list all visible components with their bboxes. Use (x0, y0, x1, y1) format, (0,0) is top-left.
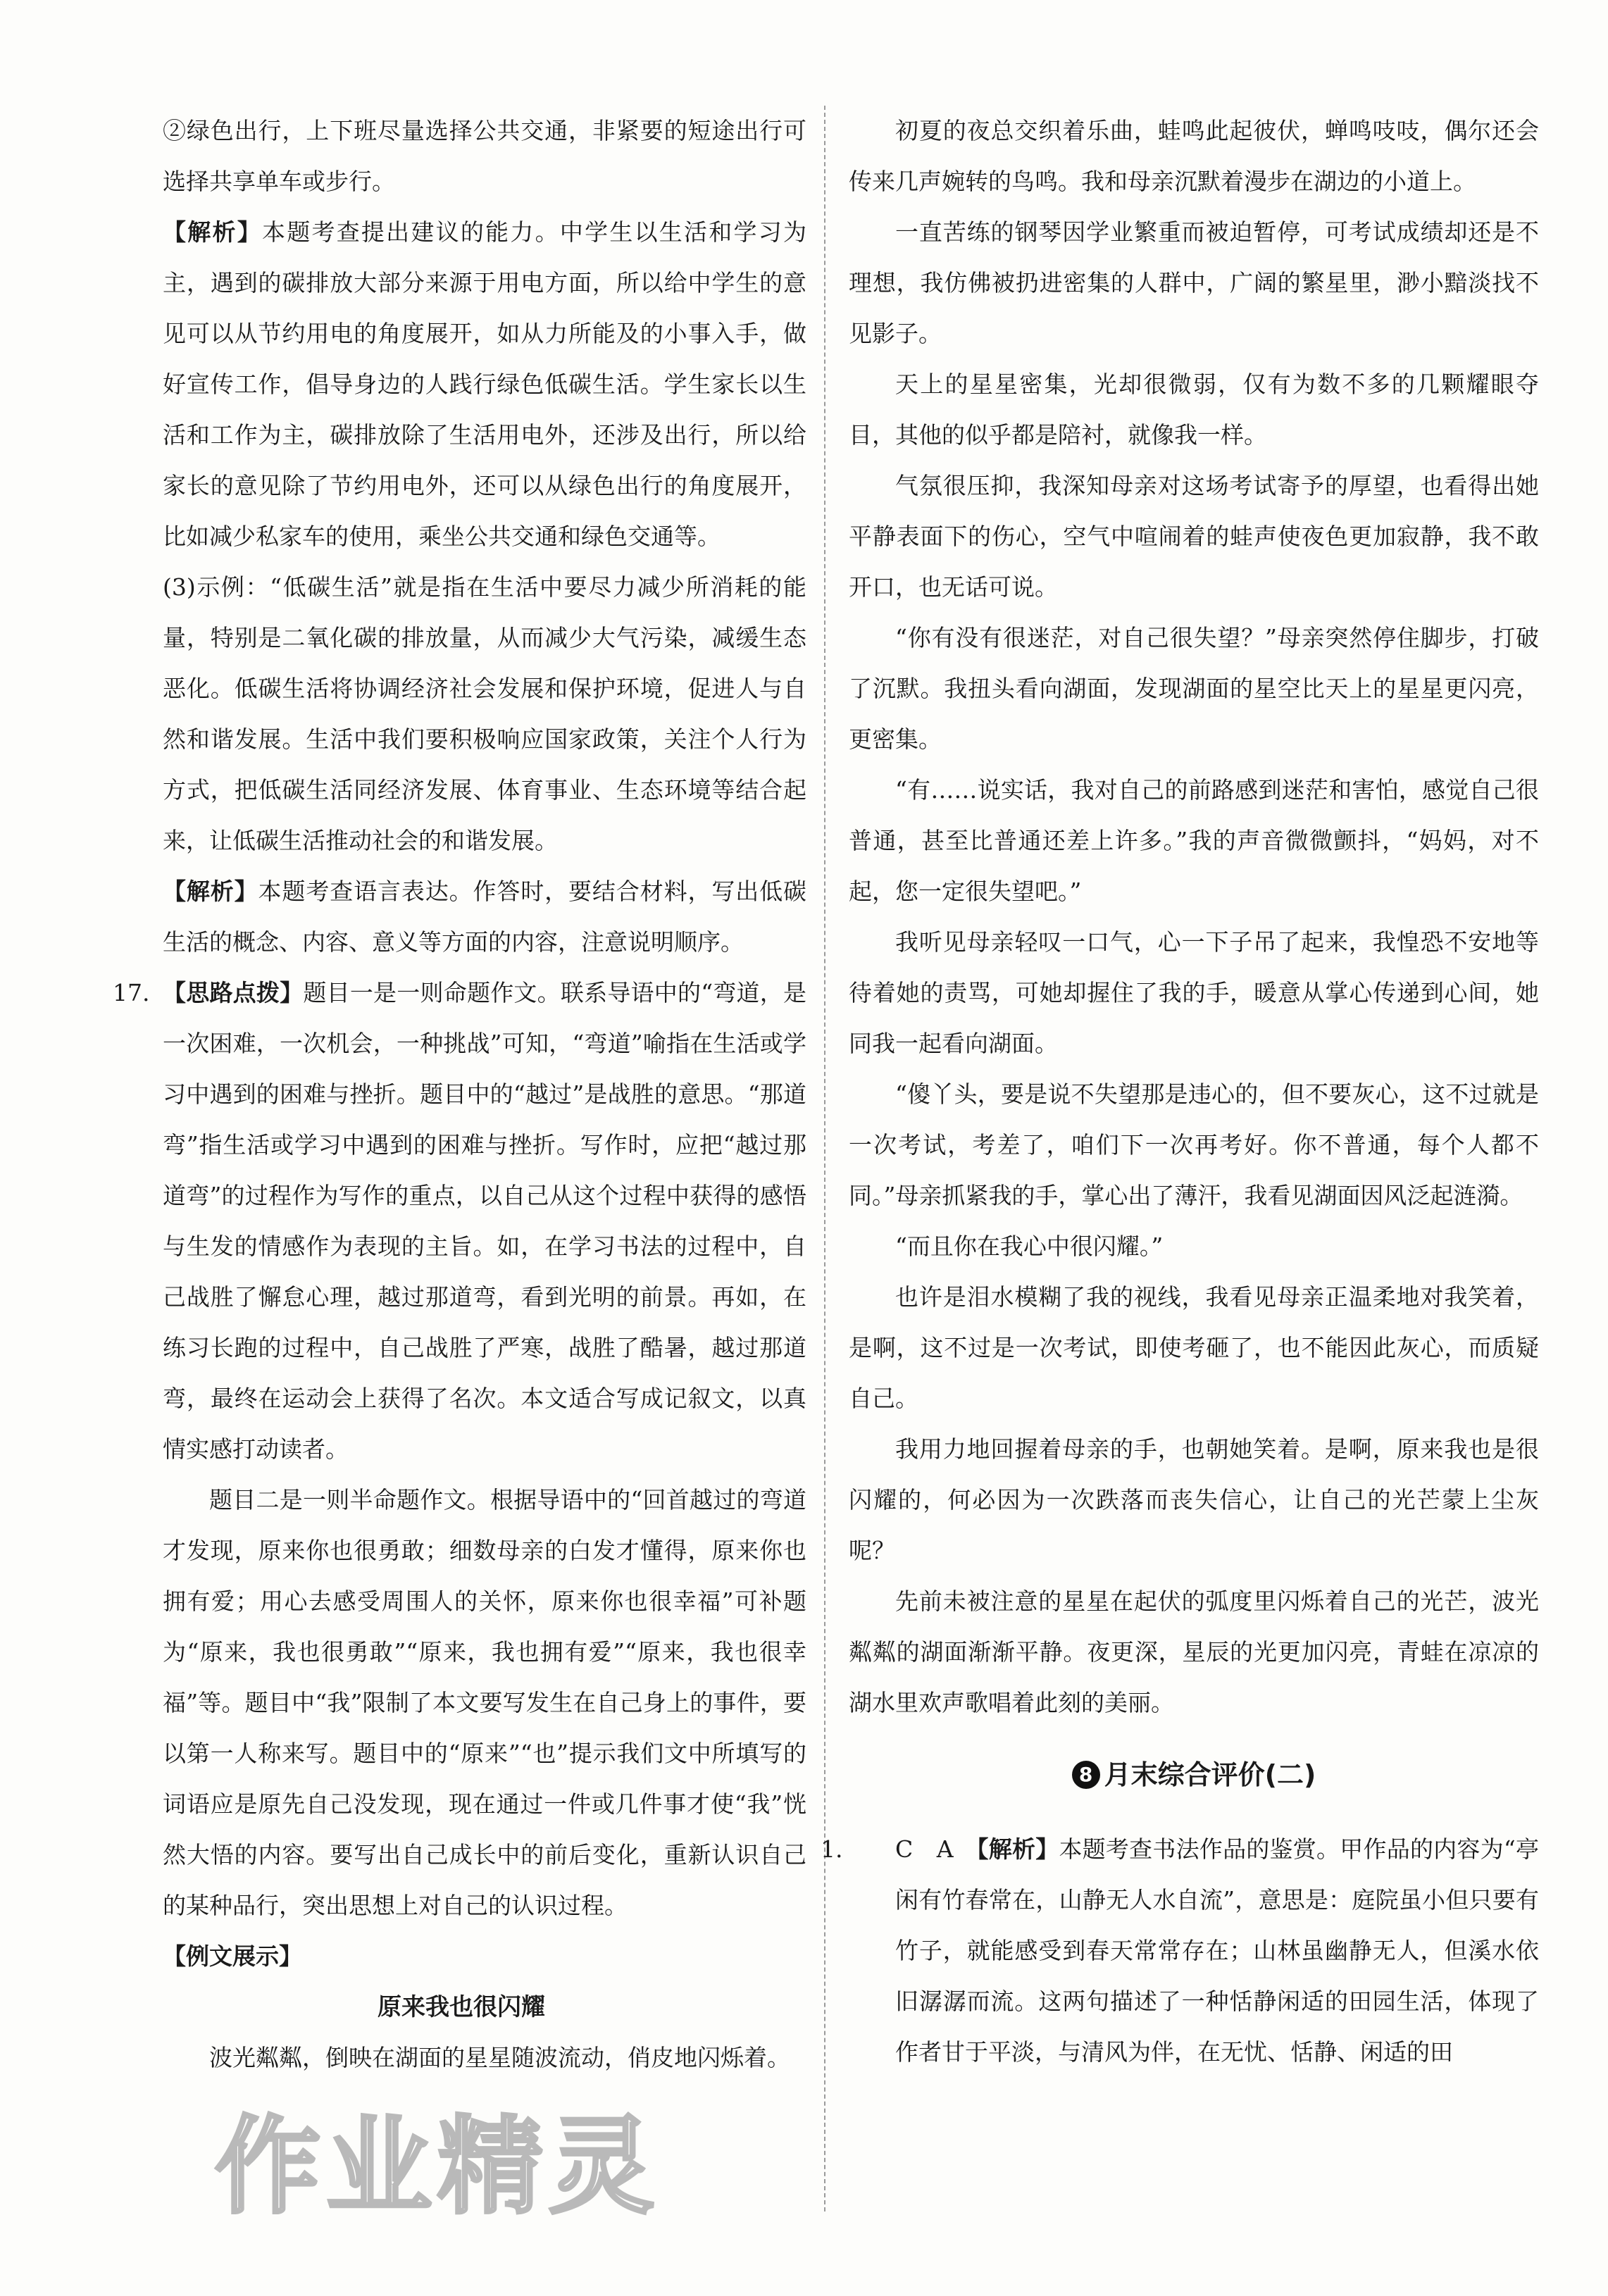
analysis-tag: 【解析】 (163, 878, 258, 905)
essay-paragraph: 波光粼粼，倒映在湖面的星星随波流动，俏皮地闪烁着。 (209, 2044, 790, 2071)
essay-paragraph: 天上的星星密集，光却很微弱，仅有为数不多的几颗耀眼夺目，其他的似乎都是陪衬，就像我一样。 (849, 370, 1539, 449)
essay-paragraph: “而且你在我心中很闪耀。” (895, 1233, 1164, 1260)
essay-paragraph: 初夏的夜总交织着乐曲，蛙鸣此起彼伏，蝉鸣吱吱，偶尔还会传来几声婉转的鸟鸣。我和母亲沉默着漫步在湖边的小道上。 (849, 117, 1539, 195)
question-number: 17. (113, 979, 150, 1006)
section-title: 月末综合评价(二) (1104, 1759, 1316, 1790)
question-1 (821, 1824, 1539, 2078)
analysis-tag: 【解析】 (163, 218, 262, 246)
question-17-text: 题目一是一则命题作文。联系导语中的“弯道，是一次困难，一次机会，一种挑战”可知，“弯道”喻指在生活或学习中遇到的困难与挫折。题目中的“越过”是战胜的意思。“那道弯”指生活或学习中遇到的困难与挫折。写作时，应把“越过那道弯”的过程作为写作的重点，以自己从这个过程中获得的感悟与生发的情感作为表现的主旨。如，在学习书法的过程中，自己战胜了懈怠心理，越过那道弯，看到光明的前景。再如，在练习长跑的过程中，自己战胜了严寒，战胜了酷暑，越过那道弯，最终在运动会上获得了名次。本文适合写成记叙文，以真情实感打动读者。 (163, 979, 807, 1463)
essay-paragraph: 先前未被注意的星星在起伏的弧度里闪烁着自己的光芒，波光粼粼的湖面渐渐平静。夜更深，星辰的光更加闪亮，青蛙在凉凉的湖水里欢声歌唱着此刻的美丽。 (849, 1587, 1539, 1716)
essay-paragraph: 我用力地回握着母亲的手，也朝她笑着。是啊，原来我也是很闪耀的，何必因为一次跌落而丧失信心，让自己的光芒蒙上尘灰呢？ (849, 1435, 1539, 1564)
question-17 (113, 968, 807, 1475)
question-number: 1. (821, 1835, 843, 1863)
column-divider (824, 106, 825, 2211)
essay-paragraph: 也许是泪水模糊了我的视线，我看见母亲正温柔地对我笑着，是啊，这不过是一次考试，即使考砸了，也不能因此灰心，而质疑自己。 (849, 1283, 1539, 1412)
right-column (821, 106, 1539, 2078)
left-column (113, 106, 807, 2083)
section-number-badge: 8 (1072, 1761, 1100, 1789)
analysis-paragraph-2 (116, 866, 806, 968)
essay-paragraph: 我听见母亲轻叹一口气，心一下子吊了起来，我惶恐不安地等待着她的责骂，可她却握住了我的手，暖意从掌心传递到心间，她同我一起看向湖面。 (849, 928, 1539, 1057)
essay-paragraph: “你有没有很迷茫，对自己很失望？”母亲突然停住脚步，打破了沉默。我扭头看向湖面，发现湖面的星空比天上的星星更闪亮，更密集。 (849, 624, 1539, 753)
paragraph-green-travel: ②绿色出行，上下班尽量选择公共交通，非紧要的短途出行可选择共享单车或步行。 (163, 117, 806, 195)
thinking-tag: 【思路点拨】 (163, 979, 304, 1006)
example-paragraph-3: (3)示例：“低碳生活”就是指在生活中要尽力减少所消耗的能量，特别是二氧化碳的排放量，从而减少大气污染，减缓生态恶化。低碳生活将协调经济社会发展和保护环境，促进人与自然和谐发展。生活中我们要积极响应国家政策，关注个人行为方式，把低碳生活同经济发展、体育事业、生态环境等结合起来，让低碳生活推动社会的和谐发展。 (163, 573, 806, 854)
watermark-logo: 作业精灵 (215, 2106, 661, 2228)
analysis-paragraph-1 (116, 207, 806, 562)
essay-paragraph: 气氛很压抑，我深知母亲对这场考试寄予的厚望，也看得出她平静表面下的伤心，空气中喧闹着的蛙声使夜色更加寂静，我不敢开口，也无话可说。 (849, 472, 1539, 601)
question-17-paragraph-2: 题目二是一则半命题作文。根据导语中的“回首越过的弯道才发现，原来你也很勇敢；细数母亲的白发才懂得，原来你也拥有爱；用心去感受周围人的关怀，原来你也很幸福”可补题为“原来，我也很勇敢”“原来，我也拥有爱”“原来，我也很幸福”等。题目中“我”限制了本文要写发生在自己身上的事件，要以第一人称来写。题目中的“原来”“也”提示我们文中所填写的词语应是原先自己没发现，现在通过一件或几件事才使“我”恍然大悟的内容。要写出自己成长中的前后变化，重新认识自己的某种品行，突出思想上对自己的认识过程。 (163, 1486, 806, 1919)
section-heading (849, 1749, 1539, 1800)
essay-paragraph: “有……说实话，我对自己的前路感到迷茫和害怕，感觉自己很普通，甚至比普通还差上许多。”我的声音微微颤抖，“妈妈，对不起，您一定很失望吧。” (849, 776, 1539, 905)
analysis-text: 本题考查提出建议的能力。中学生以生活和学习为主，遇到的碳排放大部分来源于用电方面，所以给中学生的意见可以从节约用电的角度展开，如从力所能及的小事入手，做好宣传工作，倡导身边的人践行绿色低碳生活。学生家长以生活和工作为主，碳排放除了生活用电外，还涉及出行，所以给家长的意见除了节约用电外，还可以从绿色出行的角度展开，比如减少私家车的使用，乘坐公共交通和绿色交通等。 (163, 218, 807, 550)
essay-paragraph: 一直苦练的钢琴因学业繁重而被迫暂停，可考试成绩却还是不理想，我仿佛被扔进密集的人群中，广阔的繁星里，渺小黯淡找不见影子。 (849, 218, 1539, 347)
analysis-tag: 【解析】 (977, 1835, 1059, 1863)
essay-title: 原来我也很闪耀 (378, 1993, 545, 2021)
question-1-text: 本题考查书法作品的鉴赏。甲作品的内容为“亭闲有竹春常在，山静无人水自流”，意思是：庭院虽小但只要有竹子，就能感受到春天常常存在；山林虽幽静无人，但溪水依旧潺潺而流。这两句描述了一种恬静闲适的田园生活，体现了作者甘于平淡，与清风为伴，在无忧、恬静、闲适的田 (895, 1835, 1539, 2066)
essay-paragraph: “傻丫头，要是说不失望那是违心的，但不要灰心，这不过就是一次考试，考差了，咱们下一次再考好。你不普通，每个人都不同。”母亲抓紧我的手，掌心出了薄汗，我看见湖面因风泛起涟漪。 (849, 1080, 1539, 1209)
analysis-text: 本题考查语言表达。作答时，要结合材料，写出低碳生活的概念、内容、意义等方面的内容，注意说明顺序。 (163, 878, 807, 956)
example-essay-tag: 【例文展示】 (163, 1942, 302, 1970)
answer-letters: C A (895, 1835, 978, 1863)
